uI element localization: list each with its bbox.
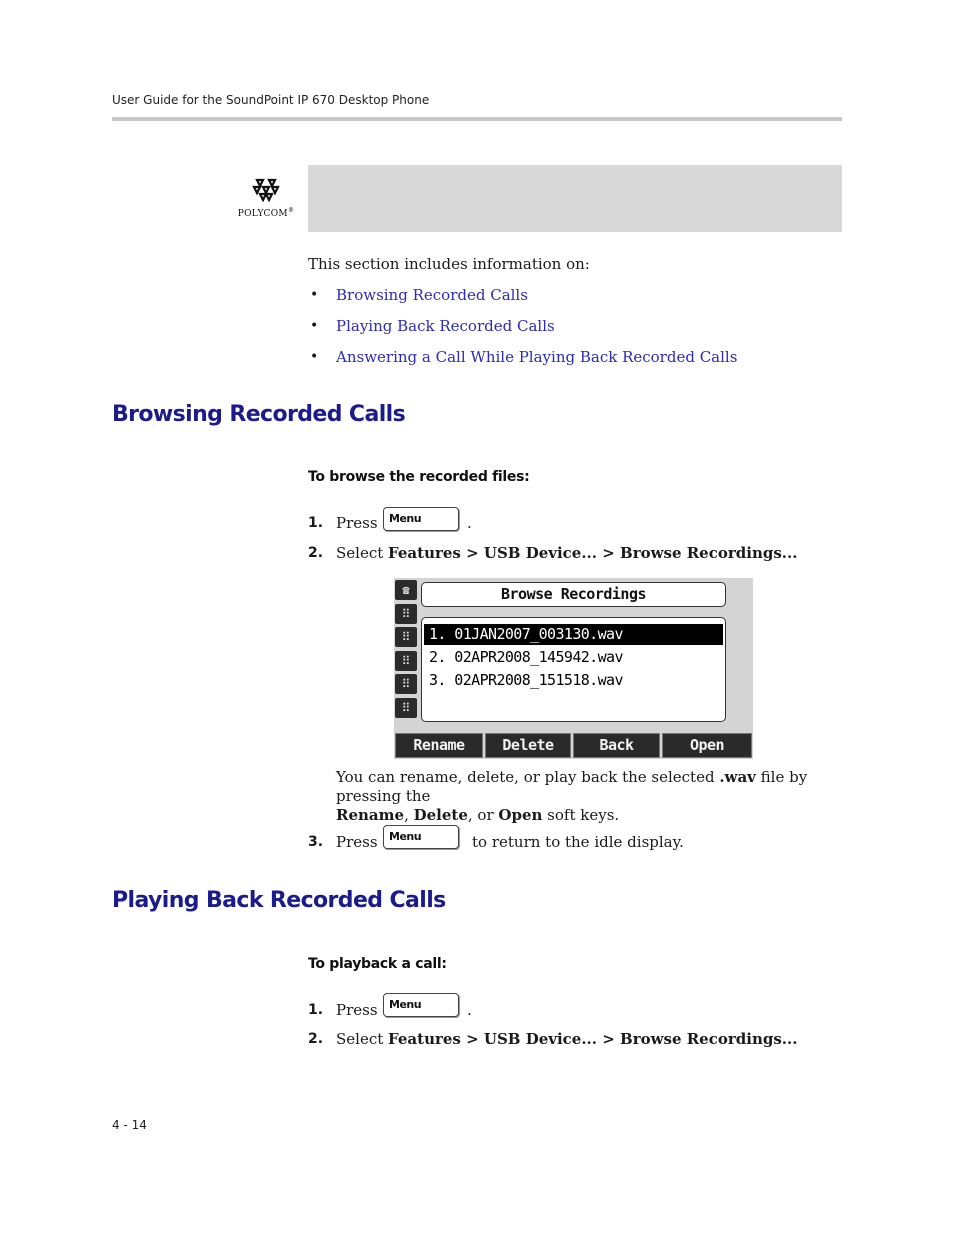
logo-text: POLYCOM [237, 209, 288, 219]
keypad-icon: ⠿ [395, 627, 417, 647]
intro-text: This section includes information on: [308, 255, 590, 273]
step-text: . [467, 1001, 472, 1019]
menu-key-icon: Menu [383, 993, 459, 1017]
step-number: 2. [308, 1031, 324, 1047]
select-word: Select [336, 1030, 384, 1048]
note-bold: Open [498, 806, 543, 824]
note-text: , [404, 806, 414, 824]
softkey-delete[interactable]: Delete [485, 733, 571, 758]
note-bold: Rename [336, 806, 405, 824]
link-playing-back[interactable]: Playing Back Recorded Calls [336, 317, 555, 335]
procedure-title: To browse the recorded files: [308, 469, 530, 485]
handset-icon: ☎ [395, 580, 417, 600]
step-text: Press [336, 514, 378, 532]
select-word: Select [336, 544, 384, 562]
recordings-list [421, 617, 726, 722]
step-text: Press [336, 833, 378, 851]
menu-path: Features > USB Device... > Browse Recordings... [388, 544, 798, 562]
bullet: • [310, 318, 319, 334]
note-bold: Delete [413, 806, 468, 824]
step-number: 3. [308, 834, 324, 850]
step-text: Press [336, 1001, 378, 1019]
screen-title: Browse Recordings [421, 582, 726, 607]
chapter-banner [308, 165, 842, 232]
list-item[interactable]: 2. 02APR2008_145942.wav [429, 648, 623, 666]
line-key-icons [395, 580, 417, 722]
bullet: • [310, 349, 319, 365]
link-browsing[interactable]: Browsing Recorded Calls [336, 286, 528, 304]
section-heading-playing-back: Playing Back Recorded Calls [112, 888, 446, 913]
bullet: • [310, 287, 319, 303]
step-text [336, 1030, 797, 1049]
list-item-selected[interactable]: 1. 01JAN2007_003130.wav [424, 624, 723, 645]
step-number: 1. [308, 515, 324, 531]
keypad-icon: ⠿ [395, 698, 417, 718]
softkey-rename[interactable]: Rename [395, 733, 483, 758]
menu-key-icon: Menu [383, 507, 459, 531]
note-text: file by pressing the [336, 768, 808, 805]
link-answering[interactable]: Answering a Call While Playing Back Recorded Calls [336, 348, 738, 366]
step-number: 2. [308, 545, 324, 561]
softkey-open[interactable]: Open [662, 733, 752, 758]
header-rule [112, 117, 842, 121]
keypad-icon: ⠿ [395, 604, 417, 624]
procedure-title: To playback a call: [308, 956, 447, 972]
keypad-icon: ⠿ [395, 651, 417, 671]
section-heading-browsing: Browsing Recorded Calls [112, 402, 406, 427]
note-text: soft keys. [542, 806, 620, 824]
page-header: User Guide for the SoundPoint IP 670 Desktop Phone [112, 93, 430, 107]
polycom-triangles-icon [252, 178, 280, 202]
step-text: to return to the idle display. [472, 833, 684, 851]
note-bold: .wav [719, 768, 756, 786]
logo-mark: ® [287, 207, 295, 214]
polycom-logo [232, 178, 300, 224]
list-item[interactable]: 3. 02APR2008_151518.wav [429, 671, 623, 689]
menu-key-icon: Menu [383, 825, 459, 849]
softkey-back[interactable]: Back [573, 733, 660, 758]
page-number: 4 - 14 [112, 1118, 147, 1132]
step-text [336, 544, 797, 563]
note-text: , or [467, 806, 499, 824]
softkey-note [336, 768, 846, 825]
step-text: . [467, 514, 472, 532]
keypad-icon: ⠿ [395, 674, 417, 694]
note-text: You can rename, delete, or play back the selected [336, 768, 720, 786]
menu-path: Features > USB Device... > Browse Recordings... [388, 1030, 798, 1048]
step-number: 1. [308, 1002, 324, 1018]
